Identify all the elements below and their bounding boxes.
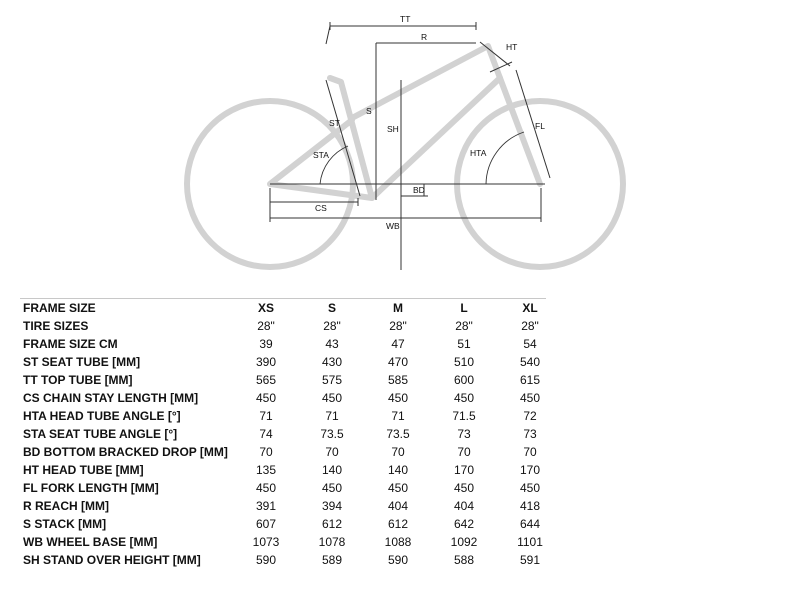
frame-outline — [270, 46, 500, 198]
table-cell: 404 — [453, 499, 475, 513]
table-row — [20, 335, 563, 353]
table-cell: 540 — [519, 355, 541, 369]
table-cell: 71.5 — [452, 409, 476, 423]
table-row — [20, 461, 563, 479]
table-cell: 47 — [391, 337, 405, 351]
table-cell: 70 — [391, 445, 405, 459]
table-cell: 450 — [519, 481, 541, 495]
table-cell: 73.5 — [320, 427, 344, 441]
table-cell: 450 — [387, 481, 409, 495]
table-cell: 70 — [523, 445, 537, 459]
row-label: CS CHAIN STAY LENGTH [MM] — [23, 391, 199, 405]
table-cell: 590 — [255, 553, 277, 567]
table-cell: 1101 — [517, 535, 543, 549]
table-row — [20, 479, 563, 497]
label-tt: TT — [400, 14, 411, 24]
table-cell: 450 — [453, 481, 475, 495]
size-header: XS — [257, 301, 274, 315]
row-label: S STACK [MM] — [23, 517, 107, 531]
table-cell: 612 — [321, 517, 343, 531]
label-fl: FL — [535, 121, 545, 131]
size-header: S — [327, 301, 336, 315]
table-cell: 589 — [321, 553, 343, 567]
table-row — [20, 533, 563, 551]
table-row — [20, 497, 563, 515]
table-cell: 1078 — [318, 535, 346, 549]
label-ht: HT — [506, 42, 518, 52]
row-label: HTA HEAD TUBE ANGLE [°] — [23, 409, 181, 423]
table-row — [20, 389, 563, 407]
table-cell: 1092 — [450, 535, 478, 549]
table-cell: 470 — [387, 355, 409, 369]
table-cell: 644 — [519, 517, 541, 531]
table-row — [20, 371, 563, 389]
table-cell: 73 — [457, 427, 471, 441]
table-row — [20, 317, 563, 335]
table-cell: 73.5 — [386, 427, 410, 441]
size-header: XL — [522, 301, 538, 315]
table-cell: 28" — [257, 319, 275, 333]
row-label: TT TOP TUBE [MM] — [23, 373, 133, 387]
table-cell: 585 — [387, 373, 409, 387]
table-cell: 450 — [519, 391, 541, 405]
label-sh: SH — [387, 124, 399, 134]
dimension-lines — [270, 22, 550, 270]
row-label: FRAME SIZE CM — [23, 337, 118, 351]
table-cell: 390 — [255, 355, 277, 369]
table-cell: 418 — [519, 499, 541, 513]
table-cell: 642 — [453, 517, 475, 531]
table-row — [20, 551, 563, 569]
label-st: ST — [329, 118, 340, 128]
label-sta: STA — [313, 150, 329, 160]
table-cell: 1088 — [384, 535, 412, 549]
table-cell: 1073 — [252, 535, 280, 549]
row-label: HT HEAD TUBE [MM] — [23, 463, 144, 477]
table-cell: 51 — [457, 337, 471, 351]
row-label: WB WHEEL BASE [MM] — [23, 535, 158, 549]
table-row — [20, 515, 563, 533]
geometry-table-body — [20, 299, 563, 569]
table-row — [20, 425, 563, 443]
size-header: M — [393, 301, 403, 315]
table-cell: 71 — [325, 409, 339, 423]
table-cell: 72 — [523, 409, 537, 423]
table-header-row — [20, 299, 563, 317]
label-bd: BD — [413, 185, 425, 195]
table-cell: 170 — [453, 463, 475, 477]
table-cell: 39 — [259, 337, 273, 351]
label-cs: CS — [315, 203, 327, 213]
fork — [500, 78, 540, 184]
table-cell: 450 — [255, 391, 277, 405]
row-label: R REACH [MM] — [23, 499, 109, 513]
table-cell: 170 — [519, 463, 541, 477]
table-cell: 73 — [523, 427, 537, 441]
table-cell: 615 — [519, 373, 541, 387]
row-label: BD BOTTOM BRACKED DROP [MM] — [23, 445, 228, 459]
header-label: FRAME SIZE — [23, 301, 96, 315]
table-cell: 43 — [325, 337, 339, 351]
table-cell: 612 — [387, 517, 409, 531]
table-cell: 28" — [521, 319, 539, 333]
label-wb: WB — [386, 221, 400, 231]
table-cell: 450 — [321, 481, 343, 495]
table-cell: 140 — [321, 463, 343, 477]
table-cell: 135 — [255, 463, 277, 477]
table-cell: 565 — [255, 373, 277, 387]
table-cell: 430 — [321, 355, 343, 369]
bike-geometry-diagram — [0, 0, 800, 290]
table-row — [20, 443, 563, 461]
row-label: FL FORK LENGTH [MM] — [23, 481, 159, 495]
table-cell: 28" — [323, 319, 341, 333]
table-cell: 71 — [259, 409, 273, 423]
table-cell: 28" — [455, 319, 473, 333]
table-cell: 404 — [387, 499, 409, 513]
table-cell: 140 — [387, 463, 409, 477]
table-cell: 74 — [259, 427, 273, 441]
row-label: ST SEAT TUBE [MM] — [23, 355, 141, 369]
table-row — [20, 353, 563, 371]
table-cell: 450 — [255, 481, 277, 495]
table-cell: 71 — [391, 409, 405, 423]
table-cell: 450 — [321, 391, 343, 405]
row-label: SH STAND OVER HEIGHT [MM] — [23, 553, 201, 567]
row-label: STA SEAT TUBE ANGLE [°] — [23, 427, 178, 441]
label-s: S — [366, 106, 372, 116]
size-header: L — [460, 301, 468, 315]
table-cell: 600 — [453, 373, 475, 387]
geometry-table — [20, 299, 563, 569]
table-cell: 70 — [457, 445, 471, 459]
table-cell: 588 — [453, 553, 475, 567]
table-cell: 575 — [321, 373, 343, 387]
table-cell: 54 — [523, 337, 537, 351]
table-cell: 591 — [519, 553, 541, 567]
row-label: TIRE SIZES — [23, 319, 89, 333]
table-cell: 450 — [453, 391, 475, 405]
table-cell: 510 — [453, 355, 475, 369]
label-r: R — [421, 32, 428, 42]
table-cell: 394 — [321, 499, 343, 513]
table-cell: 590 — [387, 553, 409, 567]
table-cell: 450 — [387, 391, 409, 405]
table-cell: 391 — [255, 499, 277, 513]
table-cell: 28" — [389, 319, 407, 333]
table-cell: 70 — [325, 445, 339, 459]
table-cell: 70 — [259, 445, 273, 459]
label-hta: HTA — [470, 148, 487, 158]
table-row — [20, 407, 563, 425]
table-cell: 607 — [255, 517, 277, 531]
